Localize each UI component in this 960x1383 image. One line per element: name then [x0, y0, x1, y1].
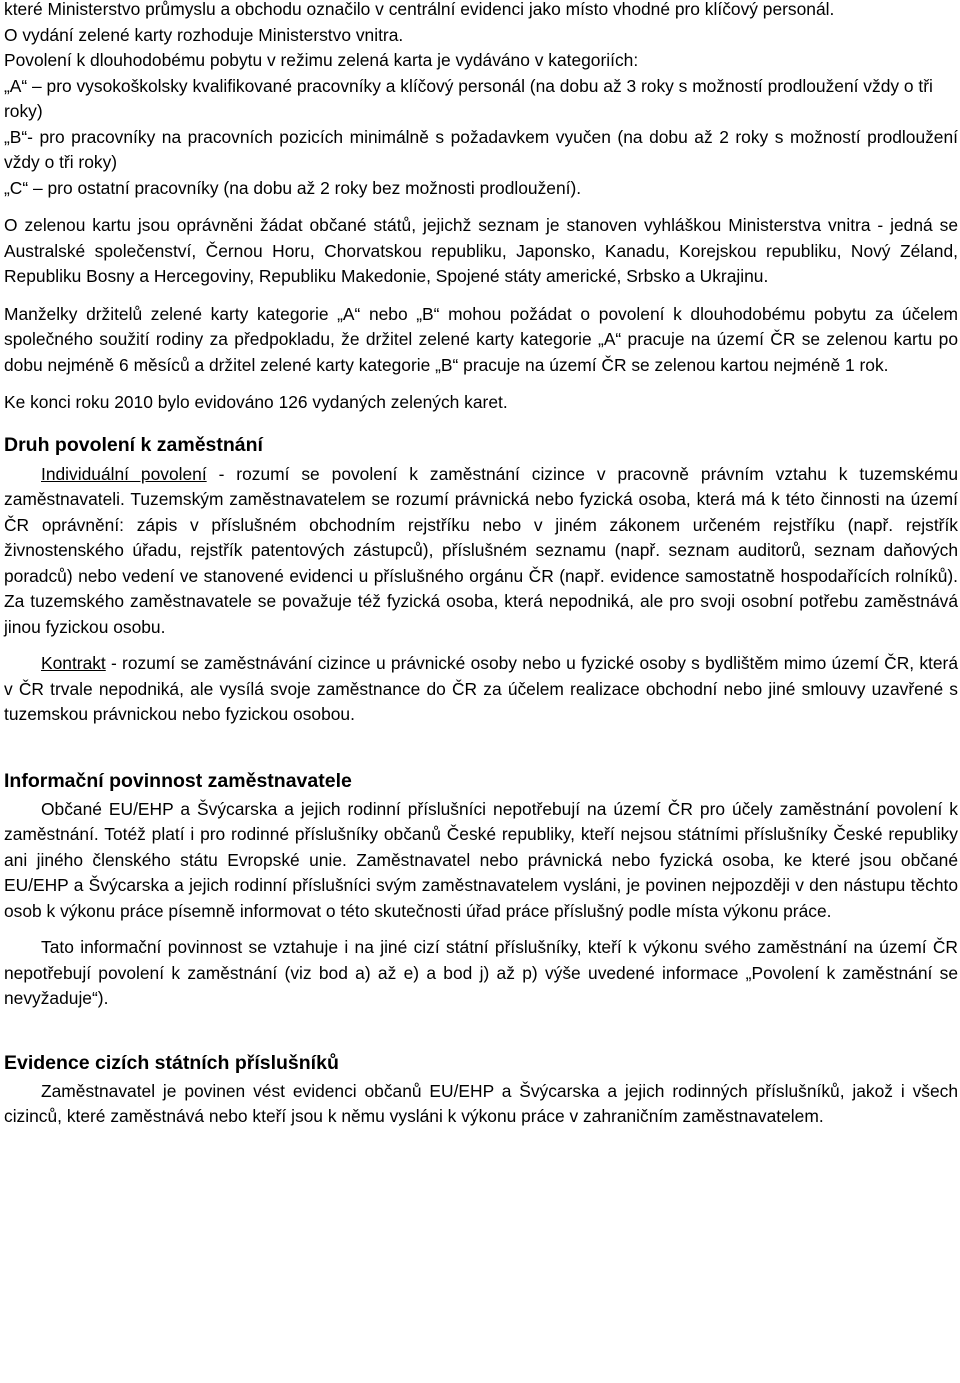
individual-permit-term: Individuální povolení — [41, 463, 207, 484]
contract-text: - rozumí se zaměstnávání cizince u právnické osoby nebo u fyzické osoby s bydlištěm mimo území ČR, která v ČR trvale nepodniká, ale vysílá svoje zaměstnance do ČR za účelem realizace obchodní nebo jiné smlouvy uzavřené s tuzemskou právnickou nebo fyzickou osobou. — [4, 653, 958, 724]
evidence-paragraph-1: Zaměstnavatel je povinen vést evidenci občanů EU/EHP a Švýcarska a jejich rodinných příslušníků, jakož i všech cizinců, které zaměstnává nebo kteří jsou k němu vysláni k výkonu práce v zahraničním zaměstnavatelem. — [4, 1080, 958, 1126]
section-title-evidence: Evidence cizích státních příslušníků — [4, 1051, 339, 1074]
intro-text-line2: O vydání zelené karty rozhoduje Ministerstvo vnitra. — [4, 24, 404, 45]
section-title-employer-duty: Informační povinnost zaměstnavatele — [4, 769, 352, 792]
employer-duty-paragraph-1: Občané EU/EHP a Švýcarska a jejich rodinní příslušníci nepotřebují na území ČR pro účely zaměstnání povolení k zaměstnání. Totéž platí i pro rodinné příslušníky občanů České republiky, kteří nejsou státními příslušníky České republiky ani jiného členského státu Evropské unie. Zaměstnavatel nebo právnická nebo fyzická osoba, ke které jsou občané EU/EHP a Švýcarska a jejich rodinní příslušníci svým zaměstnavatelem vysláni, je povinen nejpozději v den nástupu těchto osob k výkonu práce písemně informovat o této skutečnosti úřad práce příslušný podle místa výkonu práce. — [4, 798, 958, 921]
eligible-countries-paragraph: O zelenou kartu jsou oprávněni žádat občané států, jejichž seznam je stanoven vyhláškou Ministerstva vnitra - jedná se Australské společenství, Černou Horu, Chorvatskou republiku, Japonsko, Kanadu, Korejskou republiku, Nový Zéland, Republiku Bosny a Hercegoviny, Republiku Makedonie, Spojené státy americké, Srbsko a Ukrajinu. — [4, 215, 958, 286]
intro-text-line1: které Ministerstvo průmyslu a obchodu označilo v centrální evidenci jako místo vhodné pro klíčový personál. — [4, 0, 835, 19]
stats-paragraph: Ke konci roku 2010 bylo evidováno 126 vydaných zelených karet. — [4, 392, 508, 412]
spouses-paragraph: Manželky držitelů zelené karty kategorie „A“ nebo „B“ mohou požádat o povolení k dlouhodobému pobytu za účelem společného soužití rodiny za předpokladu, že držitel zelené karty kategorie „A“ pracuje na území ČR se zelenou kartu po dobu nejméně 6 měsíců a držitel zelené karty kategorie „B“ pracuje na území ČR se zelenou kartou nejméně 1 rok. — [4, 303, 958, 375]
contract-term: Kontrakt — [41, 653, 106, 673]
contract-paragraph — [4, 651, 958, 728]
document-page — [4, 0, 958, 1130]
category-a-item: „A“ – pro vysokoškolsky kvalifikované pracovníky a klíčový personál (na dobu až 3 roky s možností prodloužení vždy o tři roky) — [4, 75, 933, 121]
intro-text-line3: Povolení k dlouhodobému pobytu v režimu zelená karta je vydáváno v kategoriích: — [4, 50, 639, 70]
category-c-item: „C“ – pro ostatní pracovníky (na dobu až 2 roky bez možnosti prodloužení). — [4, 177, 582, 198]
employer-duty-paragraph-2: Tato informační povinnost se vztahuje i na jiné cizí státní příslušníky, kteří k výkonu svého zaměstnání na území ČR nepotřebují povolení k zaměstnání (viz bod a) až e) a bod j) až p) výše uvedené informace „Povolení k zaměstnání se nevyžaduje“). — [4, 937, 958, 1008]
individual-permit-text: - rozumí se povolení k zaměstnání cizince v pracovně právním vztahu k tuzemskému zaměstnavateli. Tuzemským zaměstnavatelem se rozumí právnická nebo fyzická osoba, která má k této činnosti na území ČR oprávnění: zápis v příslušném obchodním rejstříku nebo v jiném zákonem určeném rejstříku (např. rejstřík živnostenského úřadu, rejstřík patentových zástupců), příslušném seznamu (např. seznam auditorů, seznam daňových poradců) nebo vedení ve stanovené evidenci u příslušného orgánu ČR (např. evidence samostatně hospodařících rolníků). Za tuzemského zaměstnavatele se považuje též fyzická osoba, která nepodniká, ale pro svoji osobní potřebu zaměstnává jinou fyzickou osobu. — [4, 463, 958, 637]
category-b-item: „B“- pro pracovníky na pracovních pozicích minimálně s požadavkem vyučen (na dobu až 2 roky s možností prodloužení vždy o tři roky) — [4, 126, 958, 172]
section-title-permit-type: Druh povolení k zaměstnání — [4, 433, 263, 456]
individual-permit-paragraph — [4, 462, 958, 641]
